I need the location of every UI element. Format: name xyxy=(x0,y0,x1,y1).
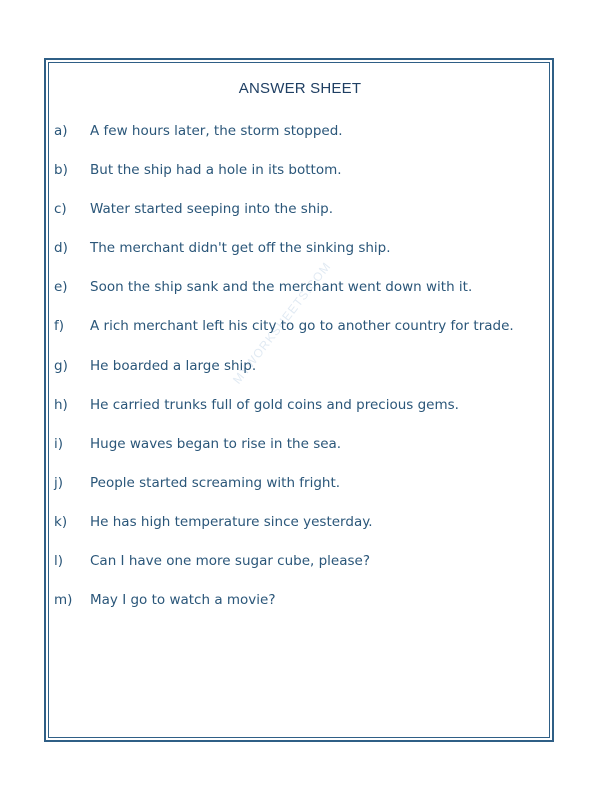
answer-label: k) xyxy=(54,513,68,530)
watermark: MYWORKSHEETS.COM xyxy=(230,259,334,387)
answer-label: d) xyxy=(54,240,68,257)
answer-text: The merchant didn't get off the sinking ship. xyxy=(90,240,391,257)
answer-text: May I go to watch a movie? xyxy=(90,592,276,609)
answer-item-d xyxy=(54,240,544,279)
answer-item-h xyxy=(54,397,544,436)
answer-label: l) xyxy=(54,553,64,570)
answer-item-b xyxy=(54,162,544,201)
answer-text: People started screaming with fright. xyxy=(90,474,341,491)
answer-item-i xyxy=(54,436,544,475)
answer-label: e) xyxy=(54,279,68,296)
answer-label: j) xyxy=(54,474,64,491)
answer-text: Water started seeping into the ship. xyxy=(90,201,333,218)
answer-label: f) xyxy=(54,318,65,335)
answer-item-j xyxy=(54,475,544,514)
answer-item-e xyxy=(54,279,544,318)
answer-item-k xyxy=(54,514,544,553)
answer-item-l xyxy=(54,553,544,592)
answer-text: He has high temperature since yesterday. xyxy=(90,513,373,530)
answer-text: Huge waves began to rise in the sea. xyxy=(90,435,342,452)
answer-label: a) xyxy=(54,123,68,139)
answer-label: m) xyxy=(54,592,73,609)
answer-item-c xyxy=(54,201,544,240)
answer-text: But the ship had a hole in its bottom. xyxy=(90,162,342,179)
answer-text: He carried trunks full of gold coins and precious gems. xyxy=(90,396,459,413)
page-title: ANSWER SHEET xyxy=(238,80,362,97)
answer-item-a xyxy=(54,123,544,162)
answer-item-f xyxy=(54,318,544,357)
answer-label: c) xyxy=(54,201,67,218)
answer-item-g xyxy=(54,358,544,397)
answer-label: i) xyxy=(54,435,64,452)
answer-label: b) xyxy=(54,162,68,179)
answer-text: He boarded a large ship. xyxy=(90,357,257,374)
answer-text: Soon the ship sank and the merchant went down with it. xyxy=(90,279,473,296)
answer-text: A few hours later, the storm stopped. xyxy=(90,123,343,139)
answer-label: h) xyxy=(54,396,68,413)
answer-item-m xyxy=(54,592,544,631)
answer-list xyxy=(54,123,544,631)
answer-text: A rich merchant left his city to go to another country for trade. xyxy=(90,318,514,335)
answer-text: Can I have one more sugar cube, please? xyxy=(90,553,371,570)
answer-label: g) xyxy=(54,357,68,374)
